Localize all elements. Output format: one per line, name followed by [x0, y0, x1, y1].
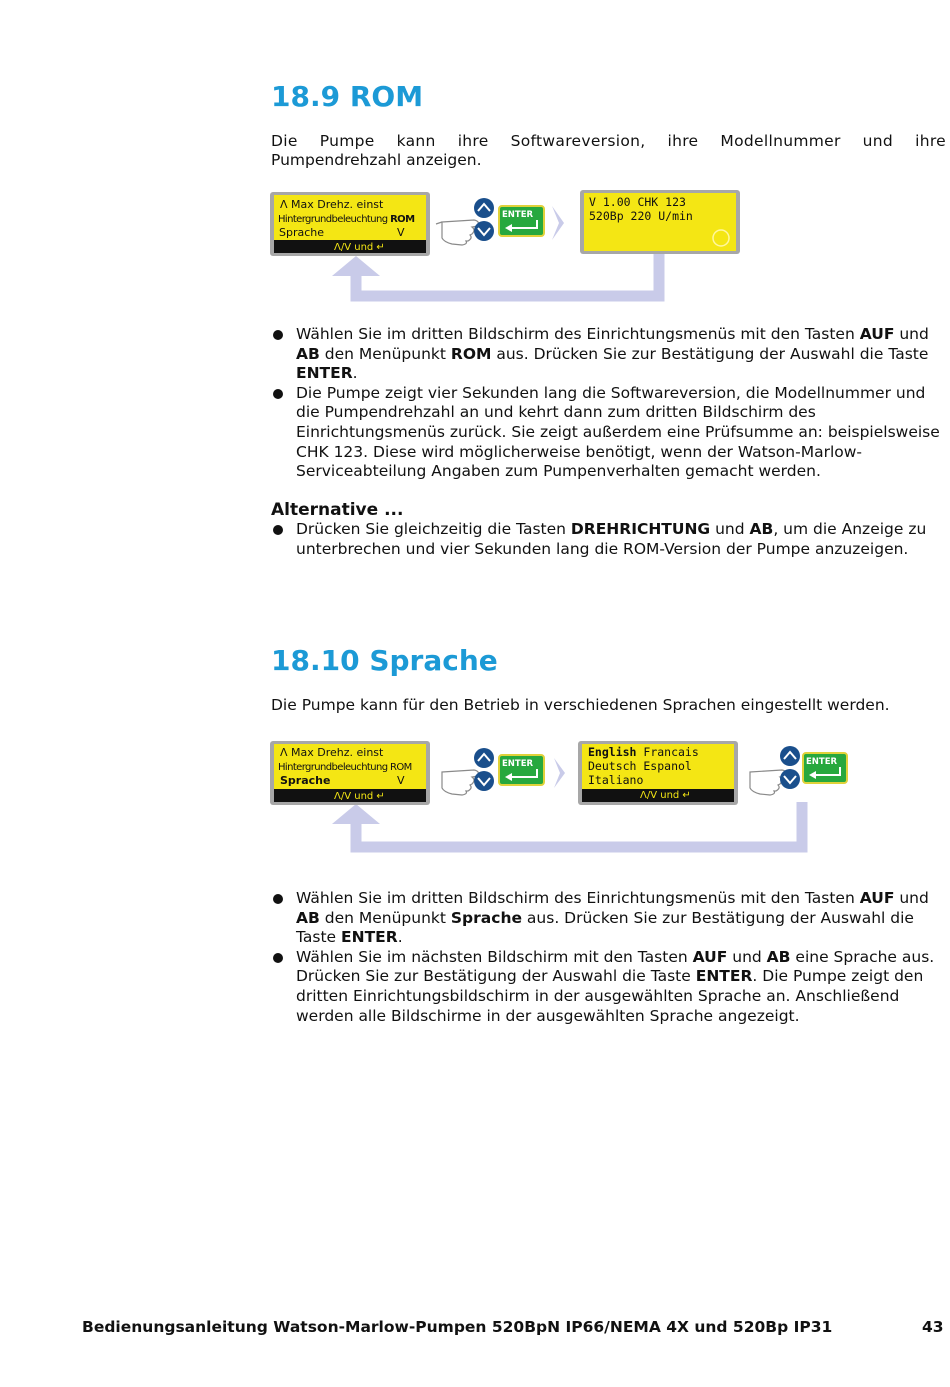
lcd-nav-bar: Λ/V und ↵ [640, 790, 691, 801]
rom-info-lcd-screen [580, 190, 740, 254]
list-item-text: Drücken Sie gleichzeitig die Tasten DREHRICHTUNG und AB, um die Anzeige zu unterbrechen und vier Sekunden lang die ROM-Version der Pumpe anzuzeigen. [296, 520, 927, 558]
intro-line-2: Pumpendrehzahl anzeigen. [271, 151, 482, 169]
lcd-line-model-speed: 520Bp 220 U/min [589, 209, 693, 223]
up-down-buttons-icon [780, 746, 800, 789]
footer-title: Bedienungsanleitung Watson-Marlow-Pumpen 520BpN IP66/NEMA 4X und 520Bp IP31 [82, 1318, 833, 1336]
enter-key-icon [499, 206, 544, 236]
alternative-bullet-list [271, 520, 947, 559]
sprache-bullet-list [271, 889, 947, 1026]
list-item [271, 520, 947, 559]
return-arrow [332, 252, 659, 296]
bullet-icon [273, 953, 283, 963]
list-item-text: Die Pumpe zeigt vier Sekunden lang die Softwareversion, die Modellnummer und die Pumpendrehzahl an und kehrt dann zum dritten Bildschirm des Einrichtungsmenüs zurück. Sie zeigt außerdem eine Prüfsumme an: beispielsweise CHK 123. Diese wird möglicherweise benötigt, wenn der Watson-Marlow-Serviceabteilung Angaben zum Pumpenverhalten gemacht werden. [296, 383, 940, 481]
lcd-line-hintergrund: Hintergrundbeleuchtung ROM [278, 214, 415, 225]
up-down-buttons-icon [474, 748, 494, 791]
lcd-nav-bar: Λ/V und ↵ [334, 242, 385, 253]
bullet-icon [273, 525, 283, 535]
hand-pointer-icon [436, 220, 479, 245]
right-arrow-icon [554, 758, 565, 788]
enter-key-icon [803, 753, 847, 783]
sprache-figure [266, 736, 850, 858]
up-down-buttons-icon [474, 198, 494, 241]
svg-text:ENTER: ENTER [502, 759, 534, 769]
lcd-line-sprache: Sprache [280, 774, 331, 787]
list-item-text: Wählen Sie im nächsten Bildschirm mit den Tasten AUF und AB eine Sprache aus. Drücken Sie zur Bestätigung der Auswahl die Taste ENTER. Die Pumpe zeigt den dritten Einrichtungsbildschirm in der ausgewählten Sprache an. Anschließend werden alle Bildschirme in der ausgewählten Sprache angezeigt. [296, 947, 935, 1025]
list-item [271, 889, 947, 948]
menu-lcd-screen [270, 741, 430, 805]
lcd-line-sprache: Sprache [279, 226, 325, 239]
lcd-line-version: V 1.00 CHK 123 [589, 195, 686, 209]
alternative-heading: Alternative ... [271, 500, 404, 520]
lcd-line-max-drehz: Λ Max Drehz. einst [280, 746, 384, 759]
language-lcd-screen [578, 741, 738, 805]
lcd-line-hintergrund: Hintergrundbeleuchtung ROM [278, 762, 412, 773]
list-item [271, 948, 947, 1026]
list-item-text: Wählen Sie im dritten Bildschirm des Einrichtungsmenüs mit den Tasten AUF und AB den Menüpunkt Sprache aus. Drücken Sie zur Bestätigung der Auswahl die Taste ENTER. [296, 889, 929, 947]
list-item [271, 325, 947, 384]
bullet-icon [273, 389, 283, 399]
down-indicator: V [397, 226, 405, 239]
rom-bullet-list [271, 325, 947, 482]
hand-pointer-icon [442, 770, 479, 795]
lcd-line-deutsch-espanol: Deutsch Espanol [588, 759, 692, 773]
enter-key-icon [499, 755, 544, 785]
list-item-text: Wählen Sie im dritten Bildschirm des Einrichtungsmenüs mit den Tasten AUF und AB den Menüpunkt ROM aus. Drücken Sie zur Bestätigung der Auswahl die Taste ENTER. [296, 325, 929, 383]
menu-lcd-screen [270, 192, 430, 256]
lcd-line-max-drehz: Λ Max Drehz. einst [280, 198, 384, 211]
lcd-line-italiano: Italiano [588, 773, 644, 787]
bullet-icon [273, 894, 283, 904]
bullet-icon [273, 330, 283, 340]
sprache-intro: Die Pumpe kann für den Betrieb in verschiedenen Sprachen eingestellt werden. [271, 696, 890, 714]
right-arrow-icon [552, 206, 564, 240]
return-arrow [332, 802, 802, 847]
page-number: 43 [922, 1318, 944, 1336]
intro-line-1: Die Pumpe kann ihre Softwareversion, ihre Modellnummer und ihre [271, 132, 946, 150]
lcd-line-english-francais: English Francais [588, 745, 699, 759]
section-heading-sprache: 18.10 Sprache [271, 644, 498, 677]
down-indicator: V [397, 774, 405, 787]
lcd-nav-bar: Λ/V und ↵ [334, 791, 385, 802]
svg-text:ENTER: ENTER [806, 757, 838, 767]
rom-figure [266, 186, 746, 308]
section-heading-rom: 18.9 ROM [271, 80, 424, 113]
svg-text:ENTER: ENTER [502, 210, 534, 220]
list-item [271, 384, 947, 482]
